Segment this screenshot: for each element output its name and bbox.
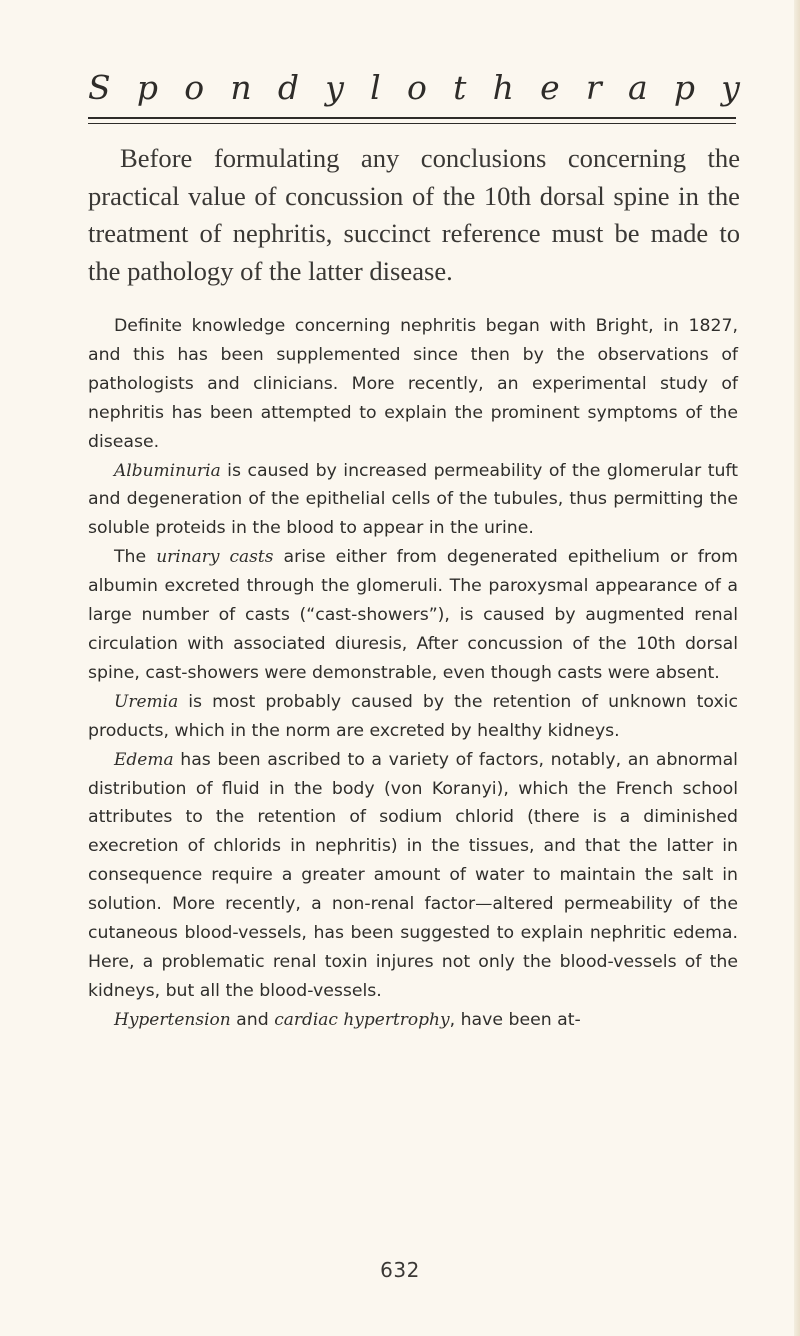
term-edema: Edema: [114, 749, 174, 770]
paragraph-connector: and: [230, 1009, 275, 1030]
paragraph-bright: [88, 312, 738, 457]
paragraph-text: is most probably caused by the retention of unknown toxic products, which in the norm are excreted by healthy kidneys.: [88, 691, 738, 741]
running-head-letter: t: [453, 68, 467, 107]
paragraph-text: , have been at-: [449, 1009, 581, 1030]
running-head-letter: h: [492, 68, 514, 107]
running-head-letter: r: [585, 68, 602, 107]
paragraph-hypertension: [88, 1006, 738, 1035]
body-text: [88, 312, 738, 1035]
term-uremia: Uremia: [114, 691, 179, 712]
term-cardiac-hypertrophy: cardiac hypertrophy: [274, 1009, 450, 1030]
running-head: [88, 66, 740, 110]
page-edge: [794, 0, 800, 1336]
paragraph-albuminuria: [88, 457, 738, 544]
running-head-letter: y: [721, 68, 740, 107]
paragraph-edema: [88, 746, 738, 1006]
running-head-letter: o: [406, 68, 427, 107]
running-head-letter: y: [325, 68, 344, 107]
paragraph-text: has been ascribed to a variety of factors, notably, an abnormal distribution of fluid in the body (von Koranyi), which the French school attributes to the retention of sodium chlorid (there is a diminished execretion of chlorids in nephritis) in the tissues, and that the latter in consequence require a greater amount of water to maintain the salt in solution. More recently, a non-renal factor—altered permeability of the cutaneous blood-vessels, has been suggested to explain nephritic edema. Here, a problematic renal toxin injures not only the blood-vessels of the kidneys, but all the blood-vessels.: [88, 749, 738, 1001]
running-head-letter: n: [230, 68, 252, 107]
running-head-letter: S: [88, 68, 111, 107]
paragraph-text: is caused by increased permeability of the glomerular tuft and degeneration of the epithelial cells of the tubules, thus permitting the soluble proteids in the blood to appear in the urine.: [88, 460, 738, 539]
term-urinary-casts: urinary casts: [156, 547, 274, 568]
header-rule-thin: [88, 123, 736, 124]
paragraph-lead: The: [114, 547, 157, 568]
header-rule-thick: [88, 117, 736, 119]
term-albuminuria: Albuminuria: [114, 460, 221, 481]
paragraph-text: Definite knowledge concerning nephritis began with Bright, in 1827, and this has been supplemented since then by the observations of pathologists and clinicians. More recently, an experimental study of nephritis has been attempted to explain the prominent symptoms of the disease.: [88, 316, 738, 452]
running-head-letter: e: [540, 68, 560, 107]
paragraph-uremia: [88, 688, 738, 746]
running-head-letter: l: [370, 68, 381, 107]
paragraph-text: arise either from degenerated epithelium or from albumin excreted through the glomeruli. The paroxysmal appearance of a large number of casts (“cast-showers”), is caused by augmented renal circulation with associated diuresis, After concussion of the 10th dorsal spine, cast-showers were demonstrable, even though casts were absent.: [88, 547, 738, 683]
running-head-letter: p: [673, 68, 695, 107]
page-number: 632: [380, 1258, 420, 1282]
running-head-letter: a: [627, 68, 648, 107]
term-hypertension: Hypertension: [114, 1009, 231, 1030]
running-head-letter: p: [136, 68, 158, 107]
running-head-letter: o: [184, 68, 205, 107]
intro-paragraph: Before formulating any conclusions concerning the practical value of concussion of the 10th dorsal spine in the treatment of nephritis, succinct reference must be made to the pathology of the latter disease.: [88, 143, 740, 286]
paragraph-urinary-casts: [88, 543, 738, 688]
running-head-letter: d: [277, 68, 299, 107]
